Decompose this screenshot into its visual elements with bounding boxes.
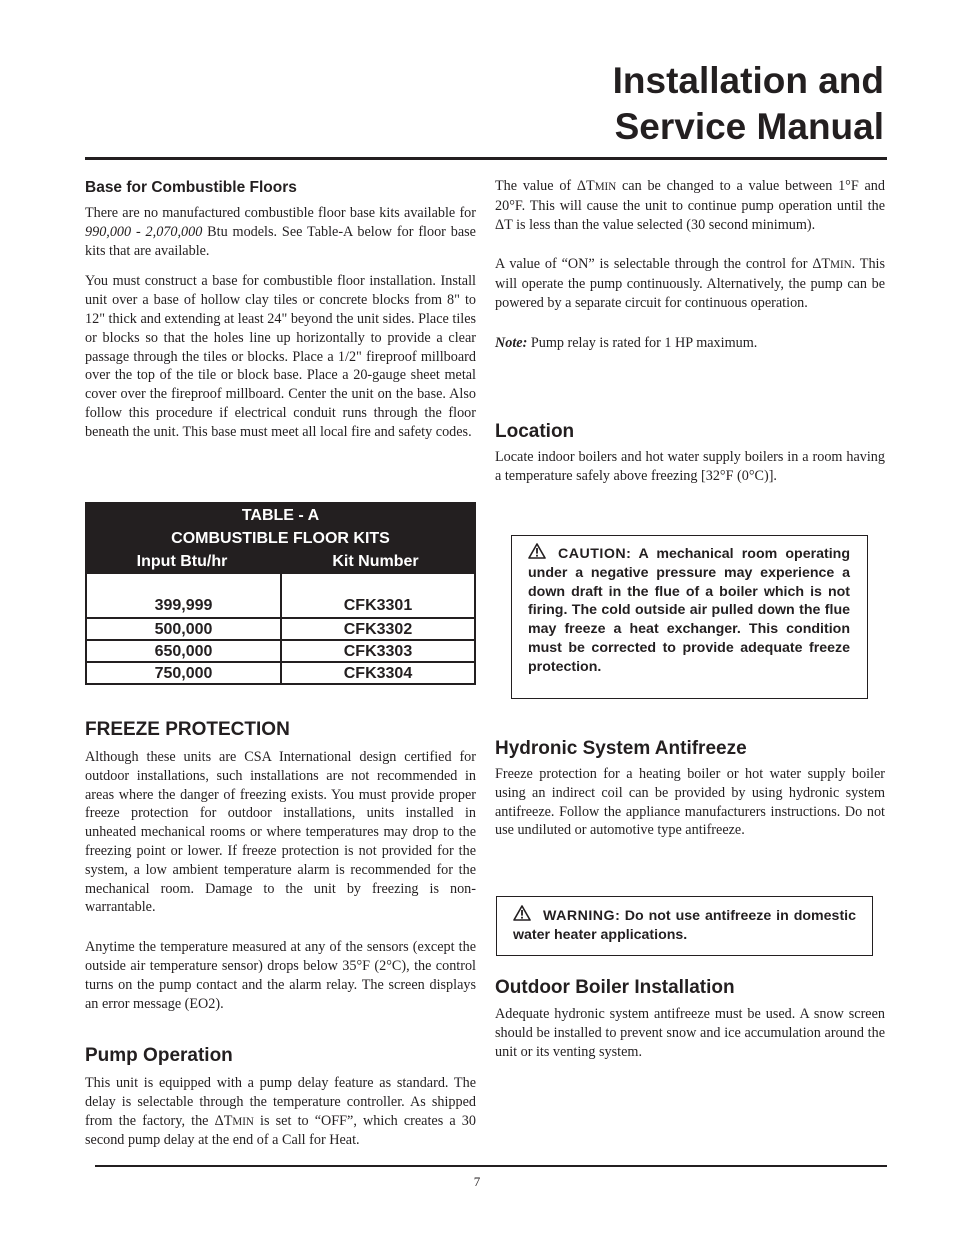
warning-triangle-icon bbox=[528, 543, 546, 559]
freeze-heading: FREEZE PROTECTION bbox=[85, 719, 290, 740]
title-line-2: Service Manual bbox=[614, 106, 884, 147]
hydronic-paragraph: Freeze protection for a heating boiler or hot water supply boiler using an indirect coil can be provided by using hydronic system antifreeze. Follow the appliance manufacturers instructions. Do not use undiluted or automotive type antifreeze. bbox=[495, 766, 885, 839]
hydronic-section bbox=[495, 737, 885, 840]
table-cell-input: 750,000 bbox=[87, 661, 280, 683]
table-a bbox=[85, 502, 476, 685]
table-cell-kit: CFK3301 bbox=[343, 597, 413, 614]
base-heading: Base for Combustible Floors bbox=[85, 179, 297, 196]
table-cell-kit: CFK3304 bbox=[282, 661, 474, 683]
title-line-1: Installation and bbox=[612, 60, 884, 101]
hydronic-heading: Hydronic System Antifreeze bbox=[495, 738, 747, 759]
base-paragraph-2: You must construct a base for combustible floor installation. Install unit over a base of hollow clay tiles or concrete blocks from 8" to 12" thick and extending at least 24" beyond the unit sides. Place tiles or blocks so that the holes line up horizontally to provide a clear passage through the tiles or blocks. Place a 1/2" fireproof millboard over the top of the tile or block base. Place a 20-gauge sheet metal cover over the fireproof millboard. Center the unit on the base. Also follow this procedure if electrical conduit runs through the floor beneath the unit. This base must meet all local fire and safety codes. bbox=[85, 273, 477, 440]
pump-paragraph: This unit is equipped with a pump delay feature as standard. The delay is selectable through the temperature controller. As shipped from the factory, the ΔTMIN is set to “OFF”, which creates a 30 second pump delay at the end of a Call for Heat. bbox=[85, 1075, 476, 1149]
header-rule bbox=[85, 157, 887, 160]
table-cell-input: 650,000 bbox=[87, 639, 280, 661]
btu-range: 990,000 - 2,070,000 bbox=[85, 223, 203, 240]
caution-label: CAUTION bbox=[558, 546, 627, 562]
column-header-kit: Kit Number bbox=[332, 553, 419, 570]
table-title: TABLE - A bbox=[241, 507, 320, 524]
table-cell-input: 399,999 bbox=[154, 597, 213, 614]
location-section bbox=[495, 420, 885, 486]
caution-text: : A mechanical room operating under a negative pressure may experience a down draft in the flue of a boiler which is not firing. The cold outside air pulled down the flue may freeze a heat exchanger. This condition must be corrected to provide adequate freeze protection. bbox=[528, 546, 850, 675]
pump-section bbox=[85, 1044, 476, 1150]
warning-label: WARNING bbox=[543, 908, 616, 924]
warning-text: : Do not use antifreeze in domestic water heater applications. bbox=[513, 908, 856, 943]
page-number: 7 bbox=[473, 1174, 481, 1189]
table-body bbox=[87, 574, 474, 683]
freeze-section bbox=[85, 718, 476, 1013]
note-label: Note: bbox=[495, 334, 528, 351]
warning-box bbox=[496, 896, 873, 956]
table-header bbox=[87, 504, 474, 574]
table-cell-input: 500,000 bbox=[87, 617, 280, 639]
table-cell-kit: CFK3303 bbox=[282, 639, 474, 661]
caution-box bbox=[511, 535, 868, 699]
table-subtitle: COMBUSTIBLE FLOOR KITS bbox=[171, 530, 390, 547]
warning-triangle-icon bbox=[513, 905, 531, 921]
page-title bbox=[613, 58, 884, 150]
outdoor-paragraph: Adequate hydronic system antifreeze must be used. A snow screen should be installed to prevent snow and ice accumulation around the unit or its venting system. bbox=[495, 1006, 885, 1060]
column-header-input: Input Btu/hr bbox=[136, 553, 228, 570]
freeze-paragraph-2: Anytime the temperature measured at any of the sensors (except the outside air temperature sensor) drops below 35°F (2°C), the control turns on the pump contact and the alarm relay. The screen displays an error message (EO2). bbox=[85, 939, 476, 1012]
freeze-paragraph-1: Although these units are CSA International design certified for outdoor installations, such installations are not recommended in areas where the danger of freezing exists. You must provide proper freeze protection for outdoor installations, units installed in unheated mechanical rooms or where temperatures may drop to the freezing point or lower. If freeze protection is not provided for the system, a low ambient temperature alarm is recommended for the mechanical room. Damage to the unit by freezing is non-warrantable. bbox=[85, 749, 476, 916]
base-section bbox=[85, 178, 476, 442]
pump-heading: Pump Operation bbox=[85, 1045, 233, 1066]
delta-t-paragraph: The value of ΔTMIN can be changed to a value between 1°F and 20°F. This will cause the unit to continue pump operation until the ΔT is less than the value selected (30 second minimum). bbox=[495, 178, 885, 233]
base-paragraph-1: There are no manufactured combustible floor base kits available for 990,000 - 2,070,000 Btu models. See Table-A below for floor base kits that are available. bbox=[85, 205, 476, 259]
pump-relay-note: Note: Pump relay is rated for 1 HP maximum. bbox=[495, 334, 758, 351]
location-heading: Location bbox=[495, 421, 575, 442]
outdoor-heading: Outdoor Boiler Installation bbox=[495, 977, 735, 998]
location-paragraph: Locate indoor boilers and hot water supply boilers in a room having a temperature safely above freezing [32°F (0°C)]. bbox=[495, 449, 885, 484]
footer-rule bbox=[95, 1165, 887, 1167]
on-value-paragraph: A value of “ON” is selectable through the control for ΔTMIN. This will operate the pump continuously. Alternatively, the pump can be powered by a separate circuit for continuous operation. bbox=[495, 256, 886, 311]
table-cell-kit: CFK3302 bbox=[282, 617, 474, 639]
outdoor-section bbox=[495, 976, 885, 1061]
pump-delay-section bbox=[495, 177, 885, 353]
